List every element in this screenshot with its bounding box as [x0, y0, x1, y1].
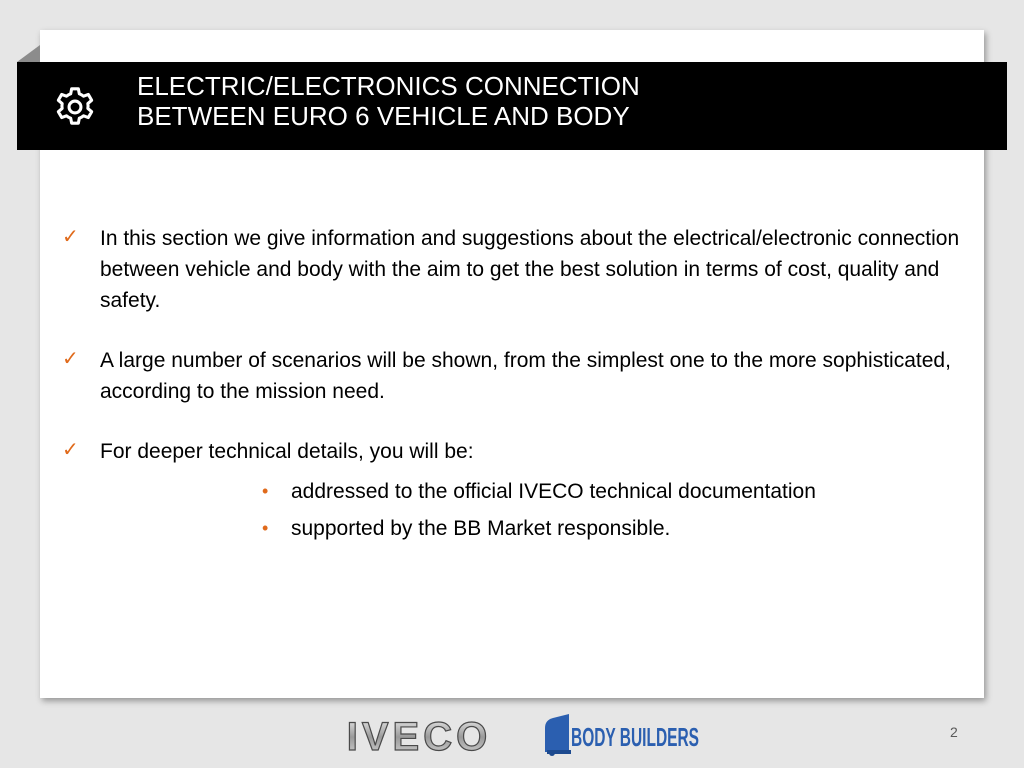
- corner-fold: [17, 45, 40, 62]
- list-item: [62, 223, 962, 316]
- bullet-text: A large number of scenarios will be shown, from the simplest one to the more sophisticated, according to the mission need.: [100, 349, 951, 403]
- sub-bullet-text: supported by the BB Market responsible.: [291, 517, 671, 540]
- sub-list-item: [100, 510, 962, 547]
- dot-icon: •: [262, 481, 269, 501]
- title-line-1: ELECTRIC/ELECTRONICS CONNECTION: [137, 71, 640, 101]
- gear-icon: [52, 84, 98, 130]
- body-builders-logo: [543, 712, 703, 756]
- check-icon: ✓: [62, 226, 79, 248]
- dot-icon: •: [262, 518, 269, 538]
- bullet-list: [62, 223, 962, 576]
- list-item: [62, 436, 962, 547]
- footer-logos: [323, 712, 703, 759]
- title-line-2: BETWEEN EURO 6 VEHICLE AND BODY: [137, 101, 630, 131]
- svg-text:BODY BUILDERS: BODY BUILDERS: [571, 722, 699, 752]
- list-item: [62, 345, 962, 407]
- check-icon: ✓: [62, 439, 79, 461]
- check-icon: ✓: [62, 348, 79, 370]
- sub-bullet-list: [100, 473, 962, 547]
- page-title: [137, 71, 987, 131]
- sub-list-item: [100, 473, 962, 510]
- iveco-logo: [323, 715, 516, 759]
- svg-text:IVECO: IVECO: [346, 715, 492, 759]
- bullet-text: In this section we give information and suggestions about the electrical/electronic connection between vehicle and body with the aim to get the best solution in terms of cost, quality and safety.: [100, 227, 960, 312]
- page-number: 2: [950, 724, 958, 740]
- bullet-text: For deeper technical details, you will be:: [100, 440, 474, 463]
- sub-bullet-text: addressed to the official IVECO technical documentation: [291, 480, 816, 503]
